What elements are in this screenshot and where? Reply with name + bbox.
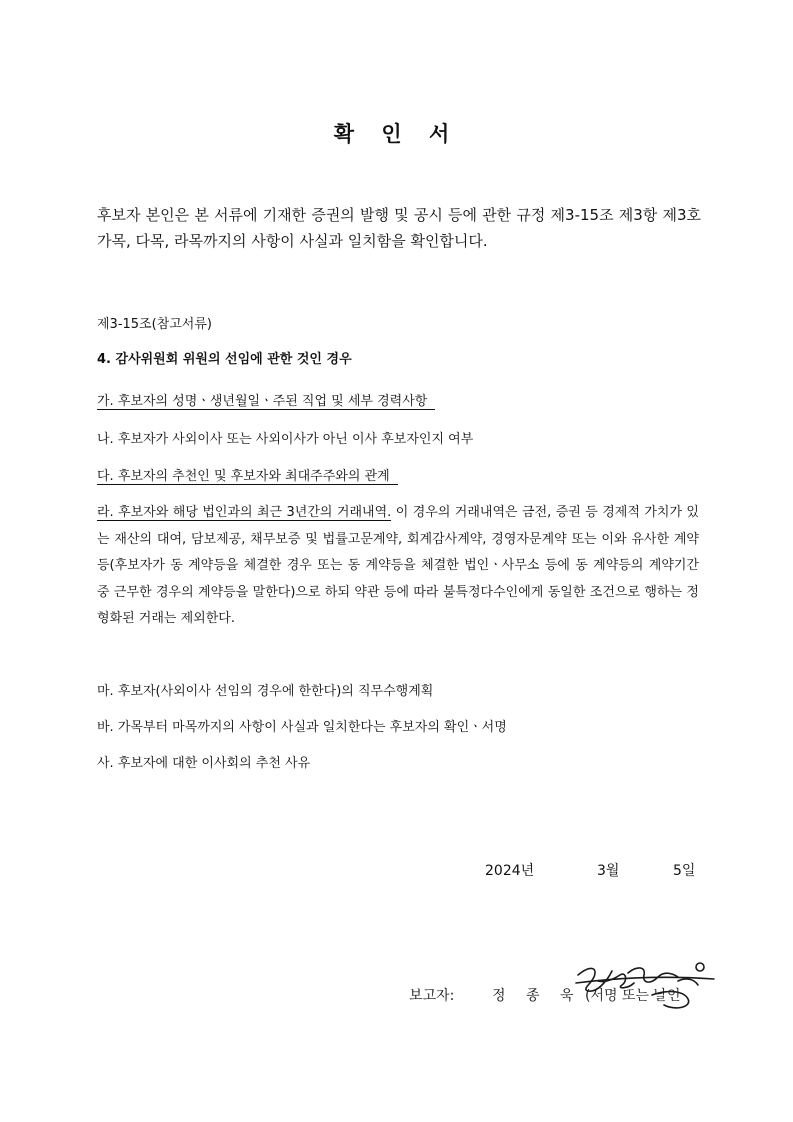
reporter-label: 보고자:	[409, 988, 455, 1004]
handwritten-signature	[568, 955, 718, 1015]
item-ra-rest: 이 경우의 거래내역은 금전, 증권 등 경제적 가치가 있는 재산의 대여, 담보제공, 채무보증 및 법률고문계약, 회계감사계약, 경영자문계약 또는 이와 유사한 계약등(후보자가 동 계약등을 체결한 경우 또는 동 계약등을 체결한 법인ㆍ사무소 등에 동 계약등의 계약기간 중 근무한 경우의 계약등을 말한다)으로 하되 약관 등에 따라 불특정다수인에게 동일한 조건으로 행하는 정형화된 거래는 제외한다.	[97, 505, 699, 626]
document-title: 확 인 서	[333, 122, 460, 146]
item-na-text: 나. 후보자가 사외이사 또는 사외이사가 아닌 이사 후보자인지 여부	[97, 432, 474, 447]
item-ba-text: 바. 가목부터 마목까지의 사항이 사실과 일치한다는 후보자의 확인ㆍ서명	[97, 720, 507, 735]
date-year: 2024년	[485, 863, 535, 879]
item-ga	[97, 390, 435, 409]
item-na	[97, 428, 473, 447]
reference-article: 제3-15조(참고서류)	[97, 317, 212, 332]
date-month: 3월	[597, 863, 620, 879]
item-ma-text: 마. 후보자(사외이사 선임의 경우에 한한다)의 직무수행계획	[97, 684, 434, 699]
sign-note: (서명 또는 날인	[585, 988, 681, 1004]
item-sa-text: 사. 후보자에 대한 이사회의 추천 사유	[97, 756, 311, 771]
reporter-name: 정 종 욱	[492, 988, 582, 1004]
item-ga-text: 가. 후보자의 성명ㆍ생년월일ㆍ주된 직업 및 세부 경력사항	[97, 394, 435, 410]
intro-paragraph: 후보자 본인은 본 서류에 기재한 증권의 발행 및 공시 등에 관한 규정 제3-15조 제3항 제3호 가목, 다목, 라목까지의 사항이 사실과 일치함을 확인합니다.	[97, 206, 701, 250]
date-day: 5일	[673, 863, 696, 879]
item-ma	[97, 680, 433, 699]
item-ra-underlined: 라. 후보자와 해당 법인과의 최근 3년간의 거래내역.	[97, 505, 392, 520]
item-ra	[97, 500, 699, 633]
item-da-text: 다. 후보자의 추천인 및 후보자와 최대주주와의 관계	[97, 469, 398, 485]
section-heading: 4. 감사위원회 위원의 선임에 관한 것인 경우	[97, 352, 352, 367]
item-sa	[97, 752, 310, 771]
item-da	[97, 465, 398, 484]
item-ba	[97, 716, 507, 735]
